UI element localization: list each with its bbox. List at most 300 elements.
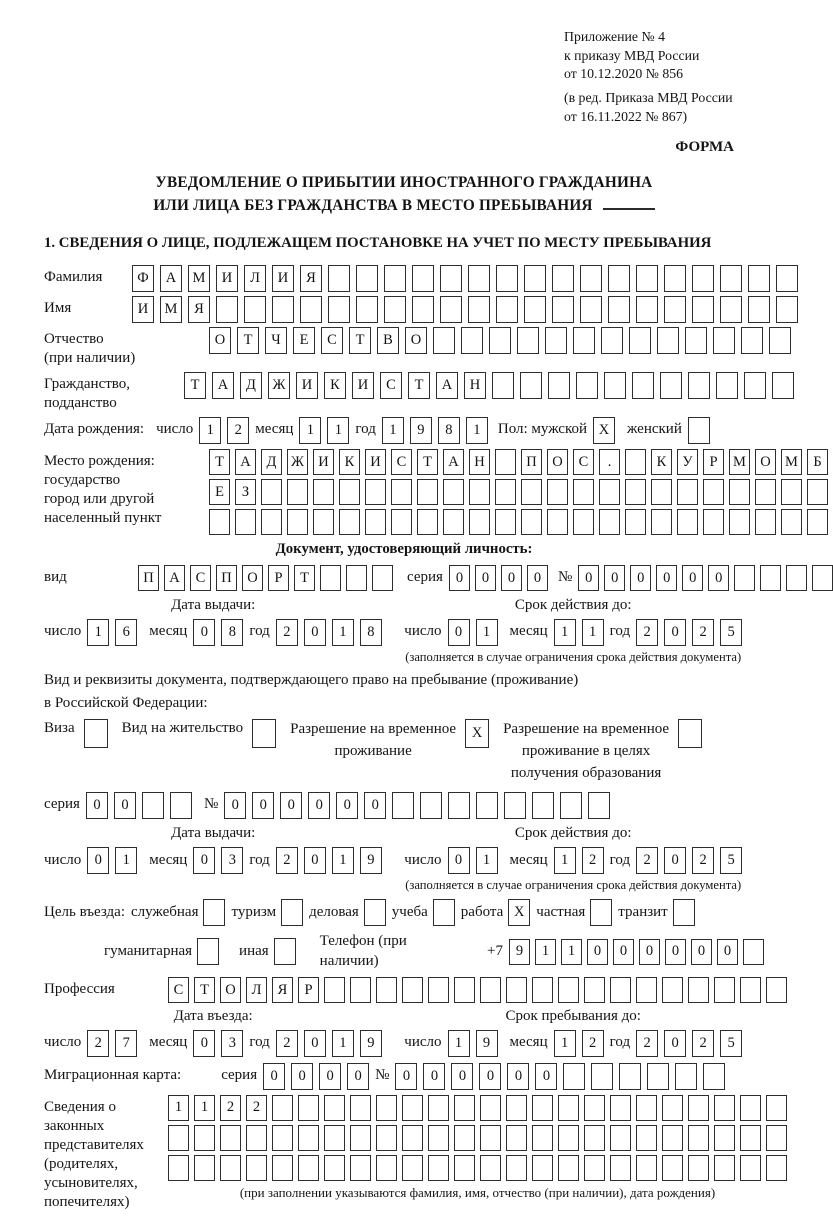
char-box[interactable] bbox=[194, 1155, 215, 1181]
char-box[interactable] bbox=[713, 327, 735, 354]
char-box[interactable]: К bbox=[324, 372, 346, 399]
char-box[interactable]: 2 bbox=[636, 847, 658, 874]
char-box[interactable]: С bbox=[380, 372, 402, 399]
char-box[interactable] bbox=[433, 327, 455, 354]
char-box[interactable]: 1 bbox=[554, 1030, 576, 1057]
char-box[interactable] bbox=[328, 265, 350, 292]
char-box[interactable] bbox=[703, 509, 724, 535]
char-box[interactable]: 1 bbox=[582, 619, 604, 646]
char-box[interactable]: 3 bbox=[221, 847, 243, 874]
char-box[interactable] bbox=[324, 1095, 345, 1121]
char-box[interactable] bbox=[558, 1155, 579, 1181]
char-box[interactable]: 0 bbox=[527, 565, 548, 591]
char-box[interactable] bbox=[392, 792, 414, 819]
char-box[interactable] bbox=[760, 565, 781, 591]
char-box[interactable]: Д bbox=[261, 449, 282, 475]
char-box[interactable]: Т bbox=[184, 372, 206, 399]
char-box[interactable]: А bbox=[436, 372, 458, 399]
char-box[interactable]: 1 bbox=[299, 417, 321, 444]
char-box[interactable] bbox=[781, 479, 802, 505]
char-box[interactable]: 0 bbox=[501, 565, 522, 591]
char-box[interactable] bbox=[532, 1125, 553, 1151]
char-box[interactable] bbox=[608, 265, 630, 292]
char-box[interactable] bbox=[776, 265, 798, 292]
char-box[interactable] bbox=[769, 327, 791, 354]
char-box[interactable] bbox=[443, 509, 464, 535]
char-box[interactable] bbox=[688, 1155, 709, 1181]
char-box[interactable]: 0 bbox=[263, 1063, 285, 1090]
char-box[interactable] bbox=[350, 1125, 371, 1151]
char-box[interactable]: А bbox=[212, 372, 234, 399]
char-box[interactable] bbox=[675, 1063, 697, 1090]
char-box[interactable]: Т bbox=[417, 449, 438, 475]
char-box[interactable]: 0 bbox=[665, 939, 686, 965]
char-box[interactable]: 0 bbox=[587, 939, 608, 965]
char-box[interactable] bbox=[220, 1125, 241, 1151]
char-box[interactable] bbox=[599, 509, 620, 535]
char-box[interactable] bbox=[520, 372, 542, 399]
char-box[interactable] bbox=[688, 977, 709, 1003]
char-box[interactable] bbox=[443, 479, 464, 505]
char-box[interactable]: С bbox=[321, 327, 343, 354]
char-box[interactable] bbox=[300, 296, 322, 323]
char-box[interactable]: М bbox=[781, 449, 802, 475]
char-box[interactable] bbox=[619, 1063, 641, 1090]
char-box[interactable]: 0 bbox=[347, 1063, 369, 1090]
char-box[interactable] bbox=[313, 509, 334, 535]
char-box[interactable]: А bbox=[235, 449, 256, 475]
char-box[interactable]: Я bbox=[272, 977, 293, 1003]
char-box[interactable] bbox=[480, 1095, 501, 1121]
char-box[interactable] bbox=[376, 1125, 397, 1151]
char-box[interactable]: Т bbox=[408, 372, 430, 399]
char-box[interactable] bbox=[748, 265, 770, 292]
char-box[interactable] bbox=[662, 1155, 683, 1181]
char-box[interactable] bbox=[454, 1155, 475, 1181]
char-box[interactable] bbox=[384, 265, 406, 292]
char-box[interactable]: А bbox=[164, 565, 185, 591]
char-box[interactable] bbox=[298, 1155, 319, 1181]
char-box[interactable]: 0 bbox=[87, 847, 109, 874]
char-box[interactable]: 9 bbox=[360, 1030, 382, 1057]
char-box[interactable]: 1 bbox=[332, 847, 354, 874]
char-box[interactable]: З bbox=[235, 479, 256, 505]
char-box[interactable] bbox=[688, 372, 710, 399]
char-box[interactable] bbox=[495, 479, 516, 505]
char-box[interactable]: 1 bbox=[535, 939, 556, 965]
char-box[interactable]: 1 bbox=[115, 847, 137, 874]
char-box[interactable]: 1 bbox=[561, 939, 582, 965]
char-box[interactable]: И bbox=[216, 265, 238, 292]
char-box[interactable]: О bbox=[209, 327, 231, 354]
char-box[interactable] bbox=[476, 792, 498, 819]
char-box[interactable] bbox=[448, 792, 470, 819]
char-box[interactable] bbox=[365, 509, 386, 535]
char-box[interactable] bbox=[324, 977, 345, 1003]
char-box[interactable]: 9 bbox=[360, 847, 382, 874]
char-box[interactable]: 2 bbox=[276, 1030, 298, 1057]
char-box[interactable] bbox=[685, 327, 707, 354]
char-box[interactable] bbox=[496, 296, 518, 323]
char-box[interactable]: 0 bbox=[395, 1063, 417, 1090]
char-box[interactable] bbox=[588, 792, 610, 819]
char-box[interactable] bbox=[281, 899, 303, 926]
char-box[interactable] bbox=[651, 509, 672, 535]
char-box[interactable] bbox=[244, 296, 266, 323]
char-box[interactable] bbox=[688, 417, 710, 444]
char-box[interactable]: 0 bbox=[448, 847, 470, 874]
char-box[interactable]: 9 bbox=[410, 417, 432, 444]
char-box[interactable]: 0 bbox=[291, 1063, 313, 1090]
char-box[interactable] bbox=[573, 509, 594, 535]
char-box[interactable]: 0 bbox=[578, 565, 599, 591]
char-box[interactable] bbox=[339, 479, 360, 505]
char-box[interactable]: 0 bbox=[475, 565, 496, 591]
char-box[interactable] bbox=[384, 296, 406, 323]
char-box[interactable] bbox=[584, 1095, 605, 1121]
char-box[interactable]: Т bbox=[294, 565, 315, 591]
char-box[interactable] bbox=[524, 296, 546, 323]
char-box[interactable]: Н bbox=[469, 449, 490, 475]
title-blank-line[interactable] bbox=[603, 195, 655, 210]
char-box[interactable] bbox=[584, 977, 605, 1003]
char-box[interactable] bbox=[521, 479, 542, 505]
char-box[interactable] bbox=[272, 296, 294, 323]
char-box[interactable]: 2 bbox=[582, 847, 604, 874]
char-box[interactable]: 0 bbox=[613, 939, 634, 965]
char-box[interactable] bbox=[417, 509, 438, 535]
char-box[interactable] bbox=[744, 372, 766, 399]
char-box[interactable]: 7 bbox=[115, 1030, 137, 1057]
char-box[interactable] bbox=[743, 939, 764, 965]
char-box[interactable] bbox=[772, 372, 794, 399]
char-box[interactable]: 2 bbox=[276, 619, 298, 646]
char-box[interactable]: 0 bbox=[86, 792, 108, 819]
char-box[interactable]: Р bbox=[703, 449, 724, 475]
char-box[interactable] bbox=[402, 1095, 423, 1121]
char-box[interactable] bbox=[420, 792, 442, 819]
char-box[interactable]: 2 bbox=[220, 1095, 241, 1121]
char-box[interactable] bbox=[664, 296, 686, 323]
char-box[interactable]: Я bbox=[188, 296, 210, 323]
char-box[interactable]: 8 bbox=[360, 619, 382, 646]
char-box[interactable]: 5 bbox=[720, 847, 742, 874]
char-box[interactable]: С bbox=[168, 977, 189, 1003]
char-box[interactable] bbox=[168, 1125, 189, 1151]
char-box[interactable]: П bbox=[216, 565, 237, 591]
char-box[interactable]: 0 bbox=[664, 1030, 686, 1057]
char-box[interactable] bbox=[350, 1095, 371, 1121]
char-box[interactable]: 0 bbox=[448, 619, 470, 646]
char-box[interactable] bbox=[428, 1155, 449, 1181]
char-box[interactable]: 1 bbox=[87, 619, 109, 646]
char-box[interactable] bbox=[298, 1095, 319, 1121]
char-box[interactable] bbox=[632, 372, 654, 399]
char-box[interactable]: 2 bbox=[227, 417, 249, 444]
char-box[interactable] bbox=[428, 977, 449, 1003]
char-box[interactable] bbox=[402, 1125, 423, 1151]
char-box[interactable] bbox=[506, 1155, 527, 1181]
char-box[interactable] bbox=[412, 265, 434, 292]
char-box[interactable] bbox=[468, 265, 490, 292]
char-box[interactable]: И bbox=[132, 296, 154, 323]
char-box[interactable]: 1 bbox=[194, 1095, 215, 1121]
char-box[interactable] bbox=[495, 509, 516, 535]
char-box[interactable] bbox=[428, 1125, 449, 1151]
char-box[interactable]: П bbox=[521, 449, 542, 475]
char-box[interactable]: 0 bbox=[630, 565, 651, 591]
char-box[interactable]: 2 bbox=[692, 619, 714, 646]
char-box[interactable]: 1 bbox=[476, 619, 498, 646]
char-box[interactable] bbox=[781, 509, 802, 535]
char-box[interactable]: Ж bbox=[268, 372, 290, 399]
char-box[interactable] bbox=[356, 296, 378, 323]
char-box[interactable] bbox=[552, 296, 574, 323]
char-box[interactable]: Р bbox=[268, 565, 289, 591]
char-box[interactable]: 0 bbox=[280, 792, 302, 819]
char-box[interactable]: 1 bbox=[332, 619, 354, 646]
char-box[interactable] bbox=[506, 977, 527, 1003]
char-box[interactable] bbox=[580, 296, 602, 323]
char-box[interactable] bbox=[356, 265, 378, 292]
char-box[interactable]: Е bbox=[293, 327, 315, 354]
char-box[interactable] bbox=[440, 296, 462, 323]
char-box[interactable] bbox=[662, 1125, 683, 1151]
char-box[interactable]: 0 bbox=[656, 565, 677, 591]
char-box[interactable] bbox=[629, 327, 651, 354]
char-box[interactable]: 0 bbox=[691, 939, 712, 965]
char-box[interactable]: К bbox=[651, 449, 672, 475]
char-box[interactable] bbox=[246, 1125, 267, 1151]
char-box[interactable] bbox=[545, 327, 567, 354]
char-box[interactable]: Т bbox=[194, 977, 215, 1003]
char-box[interactable]: 2 bbox=[636, 619, 658, 646]
char-box[interactable]: 0 bbox=[364, 792, 386, 819]
char-box[interactable]: В bbox=[377, 327, 399, 354]
char-box[interactable]: О bbox=[220, 977, 241, 1003]
char-box[interactable]: 8 bbox=[221, 619, 243, 646]
char-box[interactable]: Т bbox=[349, 327, 371, 354]
char-box[interactable] bbox=[677, 479, 698, 505]
char-box[interactable] bbox=[599, 479, 620, 505]
char-box[interactable] bbox=[517, 327, 539, 354]
char-box[interactable] bbox=[776, 296, 798, 323]
char-box[interactable] bbox=[678, 719, 702, 748]
char-box[interactable]: И bbox=[296, 372, 318, 399]
char-box[interactable]: 1 bbox=[448, 1030, 470, 1057]
char-box[interactable]: 0 bbox=[479, 1063, 501, 1090]
char-box[interactable]: 0 bbox=[193, 847, 215, 874]
char-box[interactable] bbox=[324, 1125, 345, 1151]
char-box[interactable]: 2 bbox=[692, 1030, 714, 1057]
char-box[interactable]: 0 bbox=[682, 565, 703, 591]
char-box[interactable] bbox=[468, 296, 490, 323]
char-box[interactable] bbox=[506, 1125, 527, 1151]
char-box[interactable]: 1 bbox=[382, 417, 404, 444]
char-box[interactable] bbox=[469, 479, 490, 505]
char-box[interactable] bbox=[548, 372, 570, 399]
char-box[interactable] bbox=[417, 479, 438, 505]
char-box[interactable] bbox=[480, 977, 501, 1003]
char-box[interactable] bbox=[364, 899, 386, 926]
char-box[interactable] bbox=[194, 1125, 215, 1151]
char-box[interactable]: 0 bbox=[304, 1030, 326, 1057]
char-box[interactable] bbox=[203, 899, 225, 926]
char-box[interactable]: X bbox=[508, 899, 530, 926]
char-box[interactable] bbox=[604, 372, 626, 399]
char-box[interactable] bbox=[714, 1095, 735, 1121]
char-box[interactable]: М bbox=[188, 265, 210, 292]
char-box[interactable] bbox=[261, 479, 282, 505]
char-box[interactable]: 2 bbox=[692, 847, 714, 874]
char-box[interactable] bbox=[688, 1095, 709, 1121]
char-box[interactable]: X bbox=[593, 417, 615, 444]
char-box[interactable]: 1 bbox=[476, 847, 498, 874]
char-box[interactable] bbox=[673, 899, 695, 926]
char-box[interactable] bbox=[391, 509, 412, 535]
char-box[interactable]: 0 bbox=[336, 792, 358, 819]
char-box[interactable]: Е bbox=[209, 479, 230, 505]
char-box[interactable]: С bbox=[573, 449, 594, 475]
char-box[interactable]: 0 bbox=[449, 565, 470, 591]
char-box[interactable]: 0 bbox=[319, 1063, 341, 1090]
char-box[interactable]: 2 bbox=[246, 1095, 267, 1121]
char-box[interactable]: 0 bbox=[717, 939, 738, 965]
char-box[interactable] bbox=[142, 792, 164, 819]
char-box[interactable]: 0 bbox=[308, 792, 330, 819]
char-box[interactable]: Т bbox=[209, 449, 230, 475]
char-box[interactable] bbox=[662, 977, 683, 1003]
char-box[interactable] bbox=[734, 565, 755, 591]
char-box[interactable]: 0 bbox=[604, 565, 625, 591]
char-box[interactable] bbox=[714, 1125, 735, 1151]
char-box[interactable]: О bbox=[547, 449, 568, 475]
char-box[interactable]: И bbox=[365, 449, 386, 475]
char-box[interactable] bbox=[636, 265, 658, 292]
char-box[interactable] bbox=[402, 977, 423, 1003]
char-box[interactable] bbox=[692, 296, 714, 323]
char-box[interactable] bbox=[755, 479, 776, 505]
char-box[interactable] bbox=[372, 565, 393, 591]
char-box[interactable]: Л bbox=[246, 977, 267, 1003]
char-box[interactable] bbox=[274, 938, 296, 965]
char-box[interactable]: 2 bbox=[582, 1030, 604, 1057]
char-box[interactable] bbox=[610, 1095, 631, 1121]
char-box[interactable] bbox=[584, 1155, 605, 1181]
char-box[interactable] bbox=[365, 479, 386, 505]
char-box[interactable]: 5 bbox=[720, 619, 742, 646]
char-box[interactable] bbox=[740, 1125, 761, 1151]
char-box[interactable] bbox=[590, 899, 612, 926]
char-box[interactable]: Л bbox=[244, 265, 266, 292]
char-box[interactable] bbox=[287, 479, 308, 505]
char-box[interactable] bbox=[625, 479, 646, 505]
char-box[interactable] bbox=[692, 265, 714, 292]
char-box[interactable] bbox=[532, 792, 554, 819]
char-box[interactable] bbox=[558, 1095, 579, 1121]
char-box[interactable] bbox=[84, 719, 108, 748]
char-box[interactable] bbox=[716, 372, 738, 399]
char-box[interactable] bbox=[272, 1155, 293, 1181]
char-box[interactable]: 1 bbox=[327, 417, 349, 444]
char-box[interactable] bbox=[766, 1155, 787, 1181]
char-box[interactable] bbox=[261, 509, 282, 535]
char-box[interactable] bbox=[625, 509, 646, 535]
char-box[interactable] bbox=[440, 265, 462, 292]
char-box[interactable] bbox=[636, 1095, 657, 1121]
char-box[interactable] bbox=[636, 296, 658, 323]
char-box[interactable]: 9 bbox=[509, 939, 530, 965]
char-box[interactable]: К bbox=[339, 449, 360, 475]
char-box[interactable]: Т bbox=[237, 327, 259, 354]
char-box[interactable] bbox=[170, 792, 192, 819]
char-box[interactable]: А bbox=[443, 449, 464, 475]
char-box[interactable] bbox=[741, 327, 763, 354]
char-box[interactable] bbox=[209, 509, 230, 535]
char-box[interactable]: 2 bbox=[276, 847, 298, 874]
char-box[interactable] bbox=[714, 977, 735, 1003]
char-box[interactable] bbox=[320, 565, 341, 591]
char-box[interactable] bbox=[703, 1063, 725, 1090]
char-box[interactable] bbox=[496, 265, 518, 292]
char-box[interactable] bbox=[720, 265, 742, 292]
char-box[interactable]: М bbox=[160, 296, 182, 323]
char-box[interactable] bbox=[740, 1095, 761, 1121]
char-box[interactable] bbox=[812, 565, 833, 591]
char-box[interactable] bbox=[664, 265, 686, 292]
char-box[interactable]: 0 bbox=[114, 792, 136, 819]
char-box[interactable] bbox=[489, 327, 511, 354]
char-box[interactable]: 0 bbox=[193, 1030, 215, 1057]
char-box[interactable]: 2 bbox=[636, 1030, 658, 1057]
char-box[interactable]: 0 bbox=[639, 939, 660, 965]
char-box[interactable] bbox=[625, 449, 646, 475]
char-box[interactable] bbox=[610, 1155, 631, 1181]
char-box[interactable]: 0 bbox=[451, 1063, 473, 1090]
char-box[interactable] bbox=[492, 372, 514, 399]
char-box[interactable] bbox=[748, 296, 770, 323]
char-box[interactable] bbox=[454, 1095, 475, 1121]
char-box[interactable] bbox=[532, 977, 553, 1003]
char-box[interactable] bbox=[412, 296, 434, 323]
char-box[interactable] bbox=[480, 1125, 501, 1151]
char-box[interactable]: 0 bbox=[423, 1063, 445, 1090]
char-box[interactable] bbox=[740, 1155, 761, 1181]
char-box[interactable] bbox=[688, 1125, 709, 1151]
char-box[interactable] bbox=[504, 792, 526, 819]
char-box[interactable] bbox=[433, 899, 455, 926]
char-box[interactable]: 0 bbox=[304, 847, 326, 874]
char-box[interactable] bbox=[580, 265, 602, 292]
char-box[interactable] bbox=[402, 1155, 423, 1181]
char-box[interactable]: X bbox=[465, 719, 489, 748]
char-box[interactable] bbox=[563, 1063, 585, 1090]
char-box[interactable] bbox=[651, 479, 672, 505]
char-box[interactable]: 1 bbox=[466, 417, 488, 444]
char-box[interactable]: Р bbox=[298, 977, 319, 1003]
char-box[interactable] bbox=[246, 1155, 267, 1181]
char-box[interactable] bbox=[220, 1155, 241, 1181]
char-box[interactable] bbox=[610, 977, 631, 1003]
char-box[interactable]: Ч bbox=[265, 327, 287, 354]
char-box[interactable] bbox=[480, 1155, 501, 1181]
char-box[interactable] bbox=[506, 1095, 527, 1121]
char-box[interactable]: 1 bbox=[168, 1095, 189, 1121]
char-box[interactable] bbox=[328, 296, 350, 323]
char-box[interactable]: 9 bbox=[476, 1030, 498, 1057]
char-box[interactable]: И bbox=[352, 372, 374, 399]
char-box[interactable] bbox=[495, 449, 516, 475]
